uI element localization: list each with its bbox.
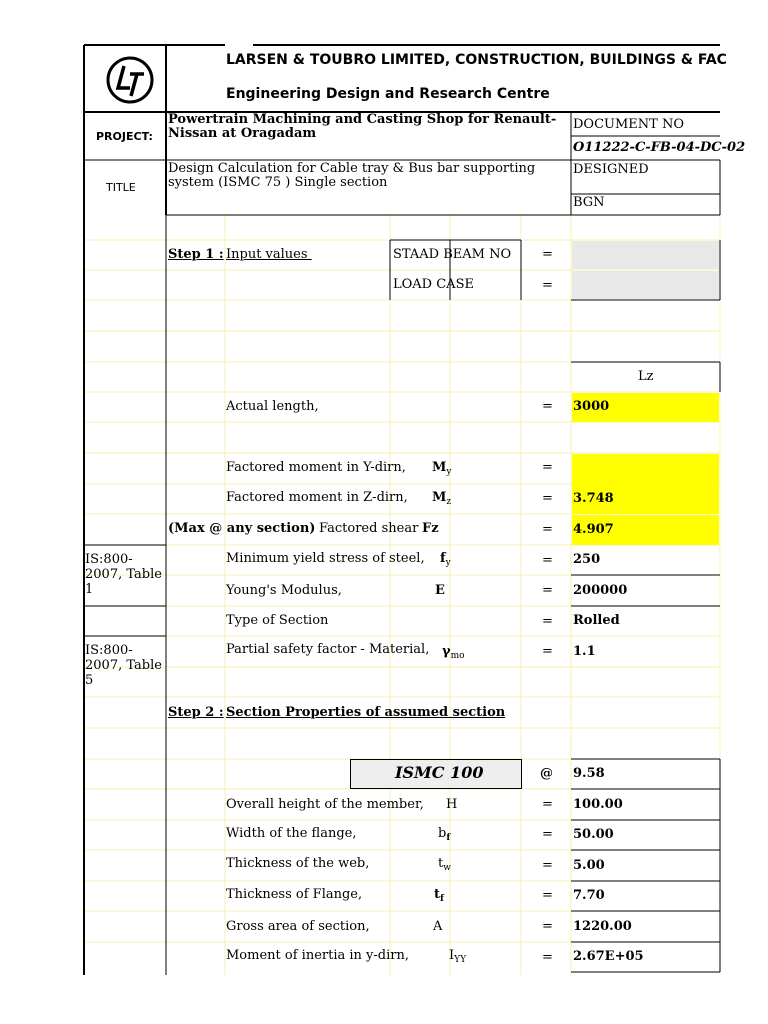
step1-label: Step 1 : (168, 247, 224, 262)
reference-table-5: IS:800-2007, Table 5 (85, 643, 162, 688)
eq: = (542, 583, 553, 598)
lt-logo (104, 54, 156, 106)
document-no: O11222-C-FB-04-DC-02 (573, 140, 746, 155)
load-case-input[interactable] (572, 271, 719, 299)
fy-symbol: $f_y$ (440, 551, 451, 568)
tf-value: 7.70 (573, 888, 605, 903)
designed-label: DESIGNED (573, 162, 649, 177)
centre-name: Engineering Design and Research Centre (226, 86, 550, 102)
a-symbol: A (433, 919, 443, 934)
fy-value: 250 (573, 552, 601, 567)
load-case-label: LOAD CASE (393, 277, 474, 292)
gmo-symbol: $\gamma_{mo}$ (442, 644, 465, 661)
project-text: Powertrain Machining and Casting Shop for Renault-Nissan at Oragadam (168, 112, 557, 141)
title-label: TITLE (106, 181, 136, 194)
mz-symbol: $M_z$ (432, 490, 452, 507)
staad-beam-input[interactable] (572, 241, 719, 269)
reference-table-1: IS:800-2007, Table 1 (85, 552, 162, 597)
shear-label: Factored shear (319, 521, 419, 536)
tw-label: Thickness of the web, (226, 856, 370, 871)
project-label: PROJECT: (96, 130, 153, 143)
gmo-label: Partial safety factor - Material, (226, 642, 430, 657)
eq: = (542, 553, 553, 568)
eq: = (542, 950, 553, 965)
eq: = (542, 614, 553, 629)
bf-label: Width of the flange, (226, 826, 357, 841)
step2-label: Step 2 : (168, 705, 224, 720)
company-name: LARSEN & TOUBRO LIMITED, CONSTRUCTION, BUILDINGS & FAC (226, 52, 727, 68)
length-label: Actual length, (226, 399, 319, 414)
mz-label: Factored moment in Z-dirn, (226, 490, 408, 505)
title-text: Design Calculation for Cable tray & Bus bar supporting system (ISMC 75 ) Single section (168, 161, 536, 190)
shear-prefix: (Max @ any section) (168, 521, 316, 536)
designed-by: BGN (573, 195, 605, 210)
e-label: Young's Modulus, (226, 583, 342, 598)
gmo-value: 1.1 (573, 644, 596, 659)
section-weight: 9.58 (573, 766, 605, 781)
eq: = (542, 522, 553, 537)
section-name: ISMC 100 (395, 763, 484, 782)
tw-symbol: $t_w$ (438, 856, 451, 873)
h-value: 100.00 (573, 797, 623, 812)
a-value: 1220.00 (573, 919, 632, 934)
bf-symbol: $b_f$ (438, 826, 451, 843)
length-value: 3000 (573, 399, 610, 414)
eq: = (542, 460, 553, 475)
my-cell[interactable] (572, 454, 719, 484)
eq: = (542, 644, 553, 659)
fy-label: Minimum yield stress of steel, (226, 551, 425, 566)
at-sign: @ (540, 766, 553, 781)
mz-value: 3.748 (573, 491, 614, 506)
shear-symbol: Fz (422, 521, 439, 536)
h-label: Overall height of the member, (226, 797, 424, 812)
step1-heading: Input values (226, 247, 312, 262)
e-value: 200000 (573, 583, 628, 598)
iyy-label: Moment of inertia in y-dirn, (226, 948, 409, 963)
staad-beam-label: STAAD BEAM NO (393, 247, 512, 262)
a-label: Gross area of section, (226, 919, 370, 934)
bf-value: 50.00 (573, 827, 614, 842)
tf-label: Thickness of Flange, (226, 887, 363, 902)
h-symbol: H (446, 797, 458, 812)
eq: = (542, 919, 553, 934)
iyy-value: 2.67E+05 (573, 949, 644, 964)
tf-symbol: $t_f$ (434, 887, 444, 904)
tw-value: 5.00 (573, 858, 605, 873)
e-symbol: E (435, 583, 445, 598)
iyy-symbol: $I_{YY}$ (449, 948, 467, 965)
type-label: Type of Section (226, 613, 329, 628)
eq: = (542, 399, 553, 414)
eq: = (542, 827, 553, 842)
type-value: Rolled (573, 613, 620, 628)
eq: = (542, 491, 553, 506)
eq: = (542, 278, 553, 293)
document-no-label: DOCUMENT NO (573, 117, 684, 132)
eq: = (542, 247, 553, 262)
my-symbol: $M_y$ (432, 460, 452, 477)
eq: = (542, 888, 553, 903)
shear-value: 4.907 (573, 522, 614, 537)
step2-heading: Section Properties of assumed section (226, 705, 506, 720)
my-label: Factored moment in Y-dirn, (226, 460, 406, 475)
eq: = (542, 797, 553, 812)
lz-label: Lz (638, 369, 654, 384)
eq: = (542, 858, 553, 873)
